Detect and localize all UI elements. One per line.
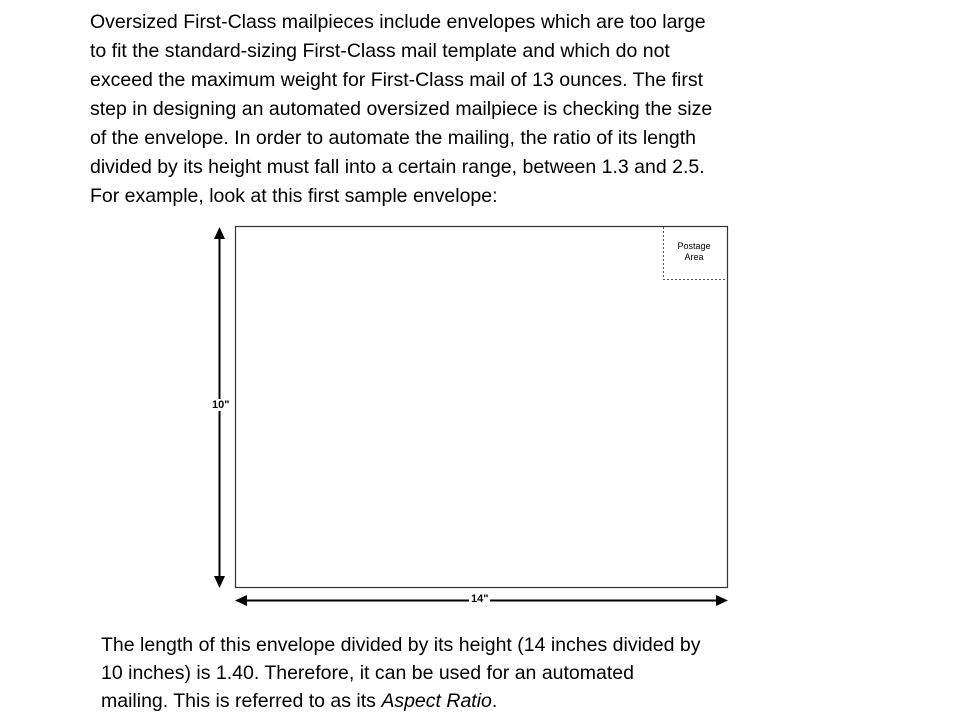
intro-line-5: of the envelope. In order to automate the mailing, the ratio of its length xyxy=(90,127,696,149)
width-arrow-right-icon xyxy=(716,595,728,606)
postage-area-label xyxy=(663,241,725,263)
outro-paragraph xyxy=(101,631,861,715)
outro-line-1: The length of this envelope divided by its height (14 inches divided by xyxy=(101,634,701,656)
outro-line-3 xyxy=(101,687,861,715)
intro-paragraph xyxy=(90,8,870,211)
intro-line-7: For example, look at this first sample envelope: xyxy=(90,185,498,207)
envelope-drawing xyxy=(200,215,740,620)
intro-line-3: exceed the maximum weight for First-Class mail of 13 ounces. The first xyxy=(90,69,704,91)
outro-line-2: 10 inches) is 1.40. Therefore, it can be used for an automated xyxy=(101,662,634,684)
height-arrow-up-icon xyxy=(214,227,225,239)
aspect-ratio-term: Aspect Ratio xyxy=(381,690,492,712)
outro-line-3-suffix: . xyxy=(491,690,498,712)
outro-line-3-prefix: mailing. This is referred to as its xyxy=(101,690,382,712)
postage-area-line-1: Postage xyxy=(677,241,711,251)
intro-line-2: to fit the standard-sizing First-Class mail template and which do not xyxy=(90,40,670,62)
height-label: 10" xyxy=(212,399,230,411)
postage-area-line-2: Area xyxy=(684,252,704,262)
height-arrow-down-icon xyxy=(214,576,225,588)
intro-line-6: divided by its height must fall into a certain range, between 1.3 and 2.5. xyxy=(90,156,705,178)
width-arrow-left-icon xyxy=(235,595,247,606)
intro-line-4: step in designing an automated oversized mailpiece is checking the size xyxy=(90,98,713,120)
intro-line-1: Oversized First-Class mailpieces include envelopes which are too large xyxy=(90,11,706,33)
envelope-diagram xyxy=(200,215,740,620)
envelope-outline xyxy=(236,227,728,588)
width-label: 14" xyxy=(471,593,489,605)
